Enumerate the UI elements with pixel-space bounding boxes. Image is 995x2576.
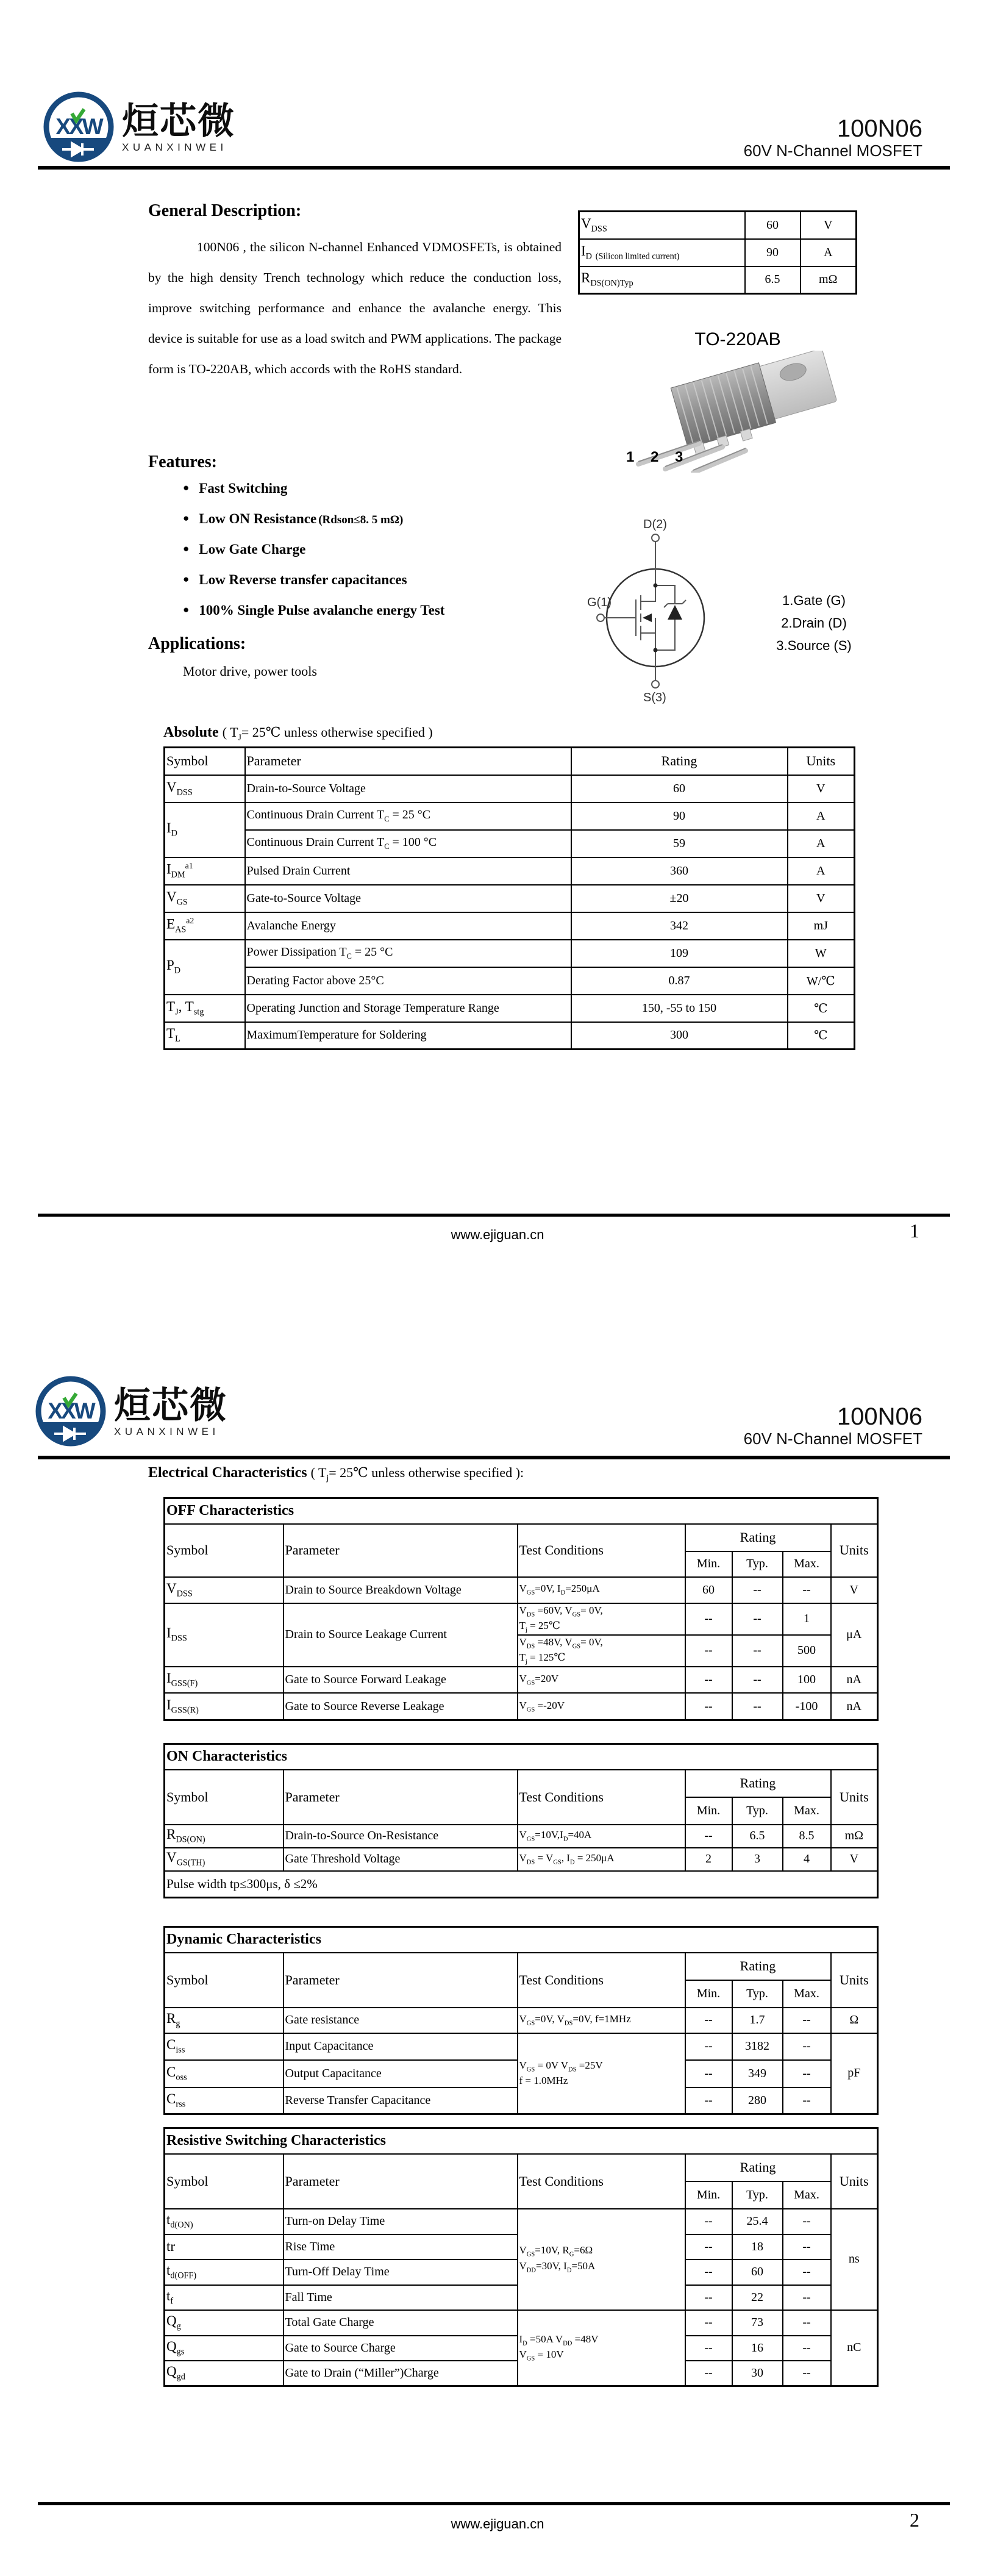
table-cell: Rating <box>685 1770 831 1797</box>
table-cell: pF <box>831 2033 878 2114</box>
table-row <box>165 912 855 940</box>
table-cell: Symbol <box>165 2154 284 2209</box>
table-cell: 25.4 <box>732 2209 783 2234</box>
table-cell: 500 <box>783 1635 831 1667</box>
table-cell: $I_{DM}^{a1}$ <box>165 857 245 885</box>
table-row <box>165 1022 855 1050</box>
company-logo <box>34 1373 227 1451</box>
table-cell: $V_{GS(TH)}$ <box>165 1848 284 1871</box>
logo-text <box>114 1384 227 1438</box>
table-cell: Ω <box>831 2008 878 2033</box>
table-cell: Symbol <box>165 748 245 775</box>
table-row <box>165 1577 878 1603</box>
table-cell: 8.5 <box>783 1825 831 1848</box>
mosfet-schematic-symbol <box>582 517 741 706</box>
table-row <box>165 830 855 857</box>
table-cell: $V_{DSS}$ <box>165 775 245 803</box>
table-cell: $R_g$ <box>165 2008 284 2033</box>
page-number: 2 <box>910 2509 919 2531</box>
table-cell: $V_{GS} =-20V$ <box>518 1693 685 1720</box>
applications-heading: Applications: <box>148 634 246 653</box>
header-rule <box>38 166 950 170</box>
table-cell: Rating <box>685 1953 831 1980</box>
table-cell: Rating <box>571 748 788 775</box>
drain-label: D(2) <box>643 518 667 531</box>
brand-name-en: XUANXINWEI <box>114 1425 219 1437</box>
table-cell: Max. <box>783 2181 831 2209</box>
table-cell: Pulsed Drain Current <box>245 857 571 885</box>
table-cell: -- <box>685 1693 732 1720</box>
table-cell: $T_L$ <box>165 1022 245 1050</box>
table-row <box>165 2008 878 2033</box>
brand-name-cn: 烜芯微 <box>122 100 235 141</box>
table-row <box>165 1744 878 1770</box>
general-description-heading: General Description: <box>148 201 302 220</box>
legend-source: 3.Source (S) <box>776 638 852 653</box>
table-cell: 6.5 <box>732 1825 783 1848</box>
table-cell: V <box>801 212 857 239</box>
table-cell: $V_{DS} =60V$, $V_{GS}= 0V$, $T_j$ = 25℃ <box>518 1603 685 1635</box>
source-label: S(3) <box>643 691 666 704</box>
electrical-characteristics-heading: Electrical Characteristics ( $T_j=$ 25℃ unless otherwise specified ): <box>148 1465 524 1483</box>
table-cell: 150, -55 to 150 <box>571 995 788 1022</box>
table-cell: Symbol <box>165 1953 284 2008</box>
table-cell: Test Conditions <box>518 2154 685 2209</box>
table-cell: MaximumTemperature for Soldering <box>245 1022 571 1050</box>
table-cell: 73 <box>732 2310 783 2336</box>
table-cell: Symbol <box>165 1770 284 1825</box>
table-row <box>165 1953 878 1980</box>
table-cell: -- <box>783 2259 831 2285</box>
table-cell: $I_{DSS}$ <box>165 1603 284 1667</box>
list-item: ● Low Gate Charge <box>183 542 306 557</box>
table-cell: -- <box>685 2209 732 2234</box>
table-cell: Rating <box>685 1524 831 1551</box>
table-cell: -- <box>685 1635 732 1667</box>
package-name: TO-220AB <box>694 329 781 349</box>
brand-name-cn: 烜芯微 <box>114 1384 227 1426</box>
footer-rule <box>38 2502 950 2505</box>
table-cell: $V_{GS}=0V$, $I_D=250\mu A$ <box>518 1577 685 1603</box>
table-cell: -- <box>685 2361 732 2386</box>
table-cell: A <box>801 239 857 267</box>
table-row <box>165 748 855 775</box>
table-cell: $I_{GSS(F)}$ <box>165 1667 284 1693</box>
bullet-icon: ● <box>183 512 190 524</box>
table-cell: Typ. <box>732 1980 783 2008</box>
table-row <box>165 1770 878 1797</box>
table-cell: -- <box>783 2209 831 2234</box>
legend-drain: 2.Drain (D) <box>781 615 847 631</box>
table-cell: -- <box>732 1693 783 1720</box>
table-cell: $C_{iss}$ <box>165 2033 284 2060</box>
table-cell: -- <box>732 1635 783 1667</box>
table-cell: 360 <box>571 857 788 885</box>
table-row <box>165 2209 878 2234</box>
table-cell: Test Conditions <box>518 1770 685 1825</box>
table-cell: Max. <box>783 1980 831 2008</box>
table-cell: -- <box>783 2060 831 2088</box>
table-cell: $I_D$ $_{(Silicon limited current)}$ <box>579 239 745 267</box>
table-cell: Min. <box>685 1551 732 1577</box>
table-cell: $V_{DSS}$ <box>579 212 745 239</box>
table-cell: Output Capacitance <box>284 2060 518 2088</box>
logo-mark-icon <box>34 1373 108 1451</box>
table-cell: 109 <box>571 940 788 967</box>
table-cell: $V_{DS} =48V$, $V_{GS}= 0V$, $T_j$ = 125℃ <box>518 1635 685 1667</box>
table-cell: -- <box>783 2008 831 2033</box>
table-cell: -100 <box>783 1693 831 1720</box>
table-cell: Symbol <box>165 1524 284 1577</box>
table-cell: W/℃ <box>788 967 855 995</box>
table-row <box>165 995 855 1022</box>
table-cell: -- <box>685 2336 732 2361</box>
page-2 <box>0 1288 995 2576</box>
table-cell: $V_{DSS}$ <box>165 1577 284 1603</box>
table-cell: -- <box>732 1603 783 1635</box>
table-row <box>165 803 855 830</box>
table-cell: Parameter <box>284 1953 518 2008</box>
table-cell: $t_f$ <box>165 2285 284 2310</box>
table-row <box>165 775 855 803</box>
table-cell: Units <box>788 748 855 775</box>
table-cell: Drain-to-Source On-Resistance <box>284 1825 518 1848</box>
table-cell: -- <box>783 2285 831 2310</box>
table-cell: V <box>831 1577 878 1603</box>
table-cell: 22 <box>732 2285 783 2310</box>
table-cell: $Q_{gd}$ <box>165 2361 284 2386</box>
table-cell: -- <box>732 1577 783 1603</box>
table-row <box>165 967 855 995</box>
table-cell: ±20 <box>571 885 788 912</box>
table-cell: V <box>788 885 855 912</box>
table-cell: $R_{DS(ON)Typ}$ <box>579 267 745 294</box>
table-cell: -- <box>783 2310 831 2336</box>
table-cell: -- <box>685 2285 732 2310</box>
table-row <box>165 1667 878 1693</box>
logo-mark-icon <box>41 89 116 167</box>
table-cell: 90 <box>571 803 788 830</box>
table-cell: Gate to Source Forward Leakage <box>284 1667 518 1693</box>
table-cell: Drain to Source Breakdown Voltage <box>284 1577 518 1603</box>
list-item: ● Low Reverse transfer capacitances <box>183 572 407 587</box>
legend-gate: 1.Gate (G) <box>782 593 846 608</box>
table-row <box>165 1603 878 1635</box>
table-cell: -- <box>685 1603 732 1635</box>
table-cell: -- <box>685 2008 732 2033</box>
table-cell: $V_{GS}=20V$ <box>518 1667 685 1693</box>
table-cell: Min. <box>685 2181 732 2209</box>
logo-text <box>122 100 235 154</box>
table-cell: 300 <box>571 1022 788 1050</box>
pin-legend <box>765 589 863 657</box>
table-row <box>165 1848 878 1871</box>
table-cell: 3 <box>732 1848 783 1871</box>
table-cell: Fall Time <box>284 2285 518 2310</box>
table-cell: nA <box>831 1667 878 1693</box>
on-characteristics-table <box>163 1743 879 1898</box>
table-cell: 59 <box>571 830 788 857</box>
table-cell: nC <box>831 2310 878 2386</box>
table-cell: Min. <box>685 1980 732 2008</box>
table-row <box>165 1825 878 1848</box>
table-cell: 349 <box>732 2060 783 2088</box>
table-cell: V <box>831 1848 878 1871</box>
table-row <box>165 857 855 885</box>
table-cell: 1.7 <box>732 2008 783 2033</box>
table-cell: Units <box>831 2154 878 2209</box>
table-cell: ON Characteristics <box>165 1744 878 1770</box>
table-cell: Gate-to-Source Voltage <box>245 885 571 912</box>
table-cell: Test Conditions <box>518 1953 685 2008</box>
table-row <box>165 2033 878 2060</box>
to220-package-image <box>607 351 869 473</box>
table-cell: $V_{GS}=10V,I_D=40A$ <box>518 1825 685 1848</box>
table-cell: Turn-on Delay Time <box>284 2209 518 2234</box>
table-cell: mΩ <box>831 1825 878 1848</box>
general-description-body: 100N06 , the silicon N-channel Enhanced VDMOSFETs, is obtained by the high density Trench technology which reduce the conduction loss, improve switching performance and enhance the avalanche energy. This device is suitable for use as a load switch and PWM applications. The package form is TO-220AB, which accords with the RoHS standard. <box>148 240 562 376</box>
table-cell: $Q_{gs}$ <box>165 2336 284 2361</box>
table-row <box>165 885 855 912</box>
page-number: 1 <box>910 1220 919 1242</box>
table-cell: -- <box>685 2033 732 2060</box>
table-cell: ns <box>831 2209 878 2310</box>
table-cell: -- <box>783 2234 831 2259</box>
table-cell: Drain-to-Source Voltage <box>245 775 571 803</box>
absolute-ratings-heading: Absolute ( $T_J=$ 25℃ unless otherwise specified ) <box>163 724 433 742</box>
table-cell: 60 <box>745 212 801 239</box>
table-cell: 16 <box>732 2336 783 2361</box>
table-cell: Gate to Source Reverse Leakage <box>284 1693 518 1720</box>
table-cell: ℃ <box>788 995 855 1022</box>
table-cell: -- <box>685 2310 732 2336</box>
table-cell: Typ. <box>732 1797 783 1825</box>
table-cell: Total Gate Charge <box>284 2310 518 2336</box>
part-subtitle: 60V N-Channel MOSFET <box>743 141 922 160</box>
table-cell: Gate to Drain (“Miller”)Charge <box>284 2361 518 2386</box>
resistive-switching-characteristics-table <box>163 2127 879 2387</box>
bullet-icon: ● <box>183 604 190 615</box>
table-cell: W <box>788 940 855 967</box>
bullet-icon: ● <box>183 573 190 585</box>
list-item: ● Low ON Resistance (Rdson≤8. 5 mΩ) <box>183 511 404 526</box>
table-cell: Gate Threshold Voltage <box>284 1848 518 1871</box>
table-cell: $t_{d(OFF)}$ <box>165 2259 284 2285</box>
table-row <box>165 940 855 967</box>
table-cell: $V_{DS} = V_{GS}$, $I_D = 250\mu A$ <box>518 1848 685 1871</box>
bullet-icon: ● <box>183 543 190 554</box>
table-cell: $I_D$ <box>165 803 245 857</box>
table-cell: Power Dissipation $T_C = 25$ °C <box>245 940 571 967</box>
table-cell: Avalanche Energy <box>245 912 571 940</box>
table-cell: $I_D =50A$ $V_{DD} =48V$ $V_{GS} = 10V$ <box>518 2310 685 2386</box>
part-number: 100N06 <box>836 1403 922 1430</box>
table-cell: 3182 <box>732 2033 783 2060</box>
table-cell: Pulse width tp≤300μs, δ ≤2% <box>165 1871 878 1898</box>
table-row <box>579 239 857 267</box>
table-cell: Units <box>831 1770 878 1825</box>
table-cell: 342 <box>571 912 788 940</box>
table-cell: -- <box>732 1667 783 1693</box>
table-cell: Gate to Source Charge <box>284 2336 518 2361</box>
table-cell: Min. <box>685 1797 732 1825</box>
table-cell: tr <box>165 2234 284 2259</box>
table-cell: mJ <box>788 912 855 940</box>
table-cell: Derating Factor above 25°C <box>245 967 571 995</box>
table-cell: Test Conditions <box>518 1524 685 1577</box>
absolute-maximum-ratings-table <box>163 746 855 1050</box>
table-cell: Parameter <box>245 748 571 775</box>
list-item: ● Fast Switching <box>183 481 288 496</box>
table-row <box>165 1524 878 1551</box>
table-cell: 0.87 <box>571 967 788 995</box>
table-cell: $V_{GS}$ <box>165 885 245 912</box>
table-cell: 100 <box>783 1667 831 1693</box>
table-cell: Gate resistance <box>284 2008 518 2033</box>
table-cell: Rating <box>685 2154 831 2181</box>
table-cell: $t_{d(ON)}$ <box>165 2209 284 2234</box>
table-cell: -- <box>783 2361 831 2386</box>
table-row <box>165 1498 878 1524</box>
table-cell: 60 <box>732 2259 783 2285</box>
table-cell: $V_{GS}=0V$, $V_{DS}=0V$, f=1MHz <box>518 2008 685 2033</box>
table-cell: A <box>788 830 855 857</box>
table-cell: -- <box>783 2033 831 2060</box>
part-subtitle: 60V N-Channel MOSFET <box>743 1429 922 1448</box>
table-cell: $C_{rss}$ <box>165 2088 284 2114</box>
table-cell: -- <box>685 2060 732 2088</box>
table-cell: 60 <box>571 775 788 803</box>
key-ratings-summary-table <box>578 210 857 295</box>
part-number: 100N06 <box>836 115 922 142</box>
table-cell: 1 <box>783 1603 831 1635</box>
company-logo <box>41 89 235 167</box>
table-cell: 4 <box>783 1848 831 1871</box>
table-cell: Parameter <box>284 1770 518 1825</box>
table-cell: Drain to Source Leakage Current <box>284 1603 518 1667</box>
table-cell: Reverse Transfer Capacitance <box>284 2088 518 2114</box>
table-cell: Typ. <box>732 1551 783 1577</box>
table-cell: $P_D$ <box>165 940 245 995</box>
table-cell: 2 <box>685 1848 732 1871</box>
table-row <box>165 1871 878 1898</box>
table-cell: Parameter <box>284 2154 518 2209</box>
table-row <box>165 2154 878 2181</box>
table-cell: 18 <box>732 2234 783 2259</box>
table-cell: $Q_g$ <box>165 2310 284 2336</box>
gate-label: G(1) <box>587 596 612 609</box>
table-row <box>165 1693 878 1720</box>
table-cell: -- <box>783 1577 831 1603</box>
footer-rule <box>38 1214 950 1217</box>
table-cell: Rise Time <box>284 2234 518 2259</box>
table-cell: A <box>788 857 855 885</box>
table-cell: Max. <box>783 1797 831 1825</box>
dynamic-characteristics-table <box>163 1926 879 2115</box>
table-cell: $T_J$, $T_{stg}$ <box>165 995 245 1022</box>
footer-url: www.ejiguan.cn <box>451 2516 544 2531</box>
applications-body: Motor drive, power tools <box>183 664 317 679</box>
table-cell: Parameter <box>284 1524 518 1577</box>
table-row <box>579 267 857 294</box>
features-heading: Features: <box>148 453 217 471</box>
table-cell: 30 <box>732 2361 783 2386</box>
table-cell: $C_{oss}$ <box>165 2060 284 2088</box>
table-row <box>165 1927 878 1953</box>
table-cell: Units <box>831 1524 878 1577</box>
table-cell: -- <box>685 1825 732 1848</box>
table-row <box>165 2310 878 2336</box>
table-cell: Input Capacitance <box>284 2033 518 2060</box>
table-cell: -- <box>783 2088 831 2114</box>
table-cell: -- <box>685 2259 732 2285</box>
table-cell: V <box>788 775 855 803</box>
table-cell: Resistive Switching Characteristics <box>165 2128 878 2154</box>
table-cell: $R_{DS(ON)}$ <box>165 1825 284 1848</box>
table-cell: A <box>788 803 855 830</box>
table-cell: 60 <box>685 1577 732 1603</box>
table-cell: Max. <box>783 1551 831 1577</box>
table-cell: μA <box>831 1603 878 1667</box>
off-characteristics-table <box>163 1497 879 1721</box>
table-cell: Turn-Off Delay Time <box>284 2259 518 2285</box>
table-cell: Operating Junction and Storage Temperature Range <box>245 995 571 1022</box>
table-cell: Continuous Drain Current $T_C = 100$ °C <box>245 830 571 857</box>
pin-numbers-label: 1 2 3 <box>626 449 690 465</box>
header-rule <box>38 1456 950 1459</box>
svg-text:XXW: XXW <box>55 114 102 139</box>
footer-url: www.ejiguan.cn <box>451 1227 544 1242</box>
table-cell: mΩ <box>801 267 857 294</box>
table-cell: Continuous Drain Current $T_C = 25$ °C <box>245 803 571 830</box>
features-list <box>183 481 446 633</box>
table-cell: 90 <box>745 239 801 267</box>
table-cell: Typ. <box>732 2181 783 2209</box>
table-cell: $E_{AS}^{a2}$ <box>165 912 245 940</box>
table-cell: -- <box>685 2234 732 2259</box>
svg-text:XXW: XXW <box>48 1398 94 1423</box>
table-cell: nA <box>831 1693 878 1720</box>
table-cell: -- <box>783 2336 831 2361</box>
table-cell: -- <box>685 2088 732 2114</box>
table-cell: Dynamic Characteristics <box>165 1927 878 1953</box>
table-cell: Units <box>831 1953 878 2008</box>
table-cell: $I_{GSS(R)}$ <box>165 1693 284 1720</box>
table-cell: 280 <box>732 2088 783 2114</box>
brand-name-en: XUANXINWEI <box>122 141 227 153</box>
header-title-block <box>744 1404 922 1448</box>
table-cell: OFF Characteristics <box>165 1498 878 1524</box>
header-title-block <box>744 116 922 160</box>
bullet-icon: ● <box>183 482 190 493</box>
table-cell: ℃ <box>788 1022 855 1050</box>
table-cell: 6.5 <box>745 267 801 294</box>
table-row <box>165 2128 878 2154</box>
table-cell: -- <box>685 1667 732 1693</box>
table-cell: $V_{GS} = 0V$ $V_{DS} =25V$ f = 1.0MHz <box>518 2033 685 2114</box>
list-item: ● 100% Single Pulse avalanche energy Test <box>183 603 445 618</box>
table-cell: $V_{GS}=10V$, $R_G=6\Omega$ $V_{DD}=30V$, $I_D=50A$ <box>518 2209 685 2310</box>
table-row <box>579 212 857 239</box>
